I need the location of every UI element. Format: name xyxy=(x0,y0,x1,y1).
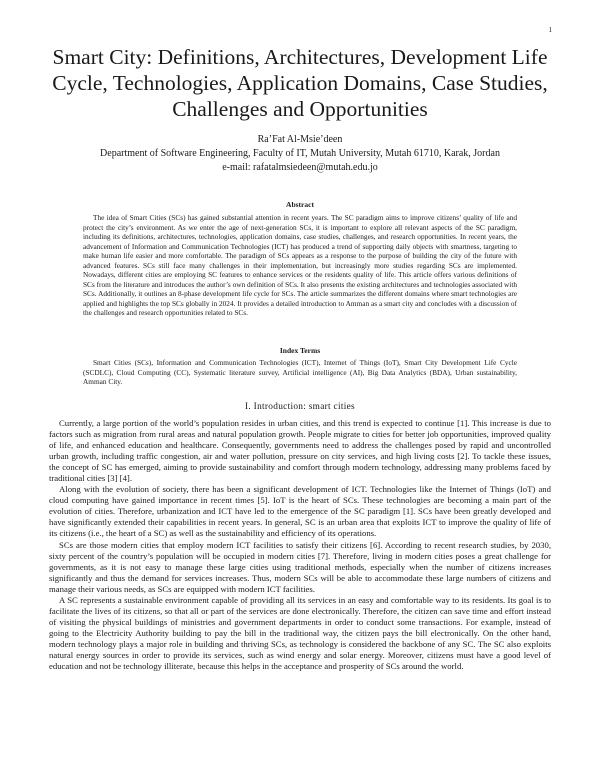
body-paragraph: SCs are those modern cities that employ modern ICT facilities to satisfy their citizens [6]. According to recent research studies, by 2030, sixty percent of the country’s population will be occupied in modern cities [7]. Therefore, living in modern cities poses a great challenge for governments, as it is not easy to manage these large cities using traditional methods, especially when the number of citizens increases significantly and thus the demand for services increases. Thus, modern SCs will be able to accommodate these large numbers of citizens and manage their various needs, as SCs are equipped with modern ICT facilities. xyxy=(49,539,551,594)
abstract-heading: Abstract xyxy=(286,200,314,209)
page-number: 1 xyxy=(548,26,552,34)
author-name: Ra’Fat Al-Msie’deen xyxy=(257,134,343,145)
author-email: e-mail: rafatalmsiedeen@mutah.edu.jo xyxy=(222,162,378,173)
section-heading: I. Introduction: smart cities xyxy=(245,402,355,412)
index-terms-text: Smart Cities (SCs), Information and Communication Technologies (ICT), Internet of Things (IoT), Smart City Development Life Cycle (SCDLC), Cloud Computing (CC), Systematic literature survey, Artificial intelligence (AI), Big Data Analytics (BDA), Urban sustainability, Amman City. xyxy=(83,358,517,387)
abstract-text: The idea of Smart Cities (SCs) has gained substantial attention in recent years. The SC paradigm aims to improve citizens’ quality of life and protect the city’s environment. As we enter the age of next-generation SCs, it is important to explore all relevant aspects of the SC paradigm, including its definitions, architectures, technologies, application domains, case studies, challenges, and research opportunities. In recent years, the advancement of Information and Communication Technologies (ICT) has produced a trend of supporting daily objects with smartness, targeting to make human life easier and more comfortable. The paradigm of SCs appears as a response to the purpose of building the city of the future with advanced features. SCs still face many challenges in their implementation, but increasingly more studies regarding SCs are implemented. Nowadays, different cities are employing SC features to enhance services or the residents quality of life. This article offers various definitions of SCs from the literature and introduces the author’s own definition of SCs. It also presents the existing architectures and technologies associated with SCs. Additionally, it outlines an 8-phase development life cycle for SCs. The article summarizes the different domains where smart technologies are applied and highlights the top SCs globally in 2024. It provides a detailed introduction to Amman as a smart city and concludes with a discussion of the challenges and research opportunities related to SCs. xyxy=(83,213,517,318)
index-terms-heading: Index Terms xyxy=(279,346,321,355)
section-body xyxy=(49,418,551,672)
author-affiliation: Department of Software Engineering, Faculty of IT, Mutah University, Mutah 61710, Karak, Jordan xyxy=(100,148,500,159)
body-paragraph: Along with the evolution of society, there has been a significant development of ICT. Technologies like the Internet of Things (IoT) and cloud computing have gained importance in recent times [5]. IoT is the heart of SCs. These technologies are becoming a main part of the evolution of cities. Therefore, urbanization and ICT have led to the emergence of the SC paradigm [1]. SCs have been greatly developed and have significantly extended their capabilities in recent years. In general, SC is an urban area that exploits ICT to improve the quality of life of its citizens (i.e., the heart of a SC) as well as the sustainability and efficiency of its operations. xyxy=(49,484,551,539)
body-paragraph: A SC represents a sustainable environment capable of providing all its services in an easy and comfortable way to its residents. Its goal is to facilitate the lives of its citizens, so that all or part of the services are done electronically. Therefore, the citizen can save time and effort instead of visiting the physical buildings of ministries and government departments in order to conduct some transactions. For example, instead of going to the Electricity Authority building to pay the bill in the traditional way, the citizen pays the bill electronically. On the other hand, modern technology plays a major role in building and thriving SCs, as technology is considered the backbone of any SC. The SC also exploits natural energy sources in order to provide its services, such as wind energy and solar energy. Moreover, citizens must have a good level of education and not be technology illiterate, because this helps in the acceptance and prosperity of SCs around the world. xyxy=(49,594,551,672)
body-paragraph: Currently, a large portion of the world’s population resides in urban cities, and this trend is expected to continue [1]. This increase is due to factors such as migration from rural areas and natural population growth. People migrate to cities for better job opportunities, improved quality of life, and enhanced education and healthcare. Consequently, governments need to address the challenges posed by rapid and uncontrolled urban growth, including traffic congestion, air and water pollution, pressure on city services, and high living costs [2]. To tackle these issues, the concept of SC has emerged, aiming to provide sustainability and comfort through modern technology, addressing many problems faced by traditional cities [3] [4]. xyxy=(49,418,551,484)
paper-title: Smart City: Definitions, Architectures, Development Life Cycle, Technologies, Application Domains, Case Studies, Challenges and Opportunities xyxy=(52,45,548,121)
